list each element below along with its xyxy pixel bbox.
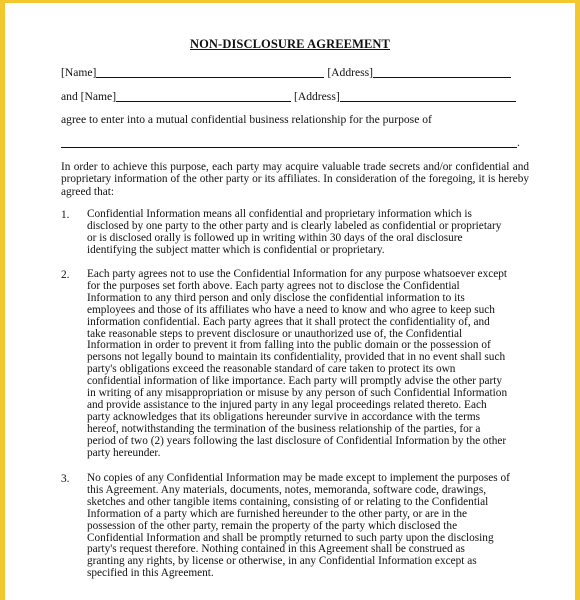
clause-1-text [87,209,537,257]
clause-line: party's request therefore. Nothing contained in this Agreement shall be construed as [87,543,465,556]
clause-line: Each party agrees not to use the Confidential Information for any purpose whatsoever except [87,268,508,280]
clause-line: party hereunder. [87,446,161,459]
clause-line: identifying the subject matter which is confidential or proprietary. [87,243,385,256]
clause-line: granting any rights, by license or otherwise, in any Confidential Information except as [87,555,477,568]
party2-prefix: and [61,90,78,103]
party2-address-blank[interactable] [340,89,516,102]
clause-line: specified in this Agreement. [87,567,214,580]
clause-line: Information of a party which are furnished hereunder to the other party, or are in the [87,507,468,520]
clause-line: or is disclosed orally is followed up in writing within 30 days of the oral disclosure [87,231,463,244]
clause-3-text [87,473,537,580]
clause-line: sketches and other tangible items containing, consisting of or relating to the Confidential [87,495,489,508]
purpose-blank[interactable] [61,135,517,148]
document-title: NON-DISCLOSURE AGREEMENT [189,37,390,51]
clause-line: information confidential. Each party agrees that it shall protect the confidentiality of, and [87,315,490,328]
clause-line: for the purposes set forth above. Each party agrees not to disclose the Confidential [87,279,460,292]
clause-line: employees and those of its affiliates who have a need to know and who agree to keep such [87,303,495,316]
party1-address-label: [Address] [327,66,374,79]
clause-line: party's obligations exceed the reasonable standard of care taken to protect its own [87,363,456,376]
purpose-end: . [517,136,520,149]
party2-name-label: [Name] [80,90,117,103]
purpose-blank-line [61,135,520,149]
clause-line: and provide assistance to the injured party in any legal proceedings related thereto. Each [87,398,487,411]
clause-line: disclosed by one party to the other party and is clearly labeled as confidential or proprietary [87,219,502,232]
party2-name-blank[interactable] [116,89,291,102]
intro-paragraph: In order to achieve this purpose, each party may acquire valuable trade secrets and/or confidential and proprietary information of the other party or its affiliates. In consideration of the foregoing, it is hereby agreed that: [61,161,529,198]
clause-line: Confidential Information and shall be promptly returned to such party upon the disclosing [87,531,494,544]
clause-line: Information in order to prevent it from falling into the public domain or the possession of [87,339,491,352]
clause-line: confidential information of like importance. Each party will promptly advise the other party [87,375,503,388]
clause-line: party acknowledges that its obligations hereunder survive in accordance with the terms [87,410,481,423]
purpose-line: agree to enter into a mutual confidential business relationship for the purpose of [61,113,432,126]
clause-line: No copies of any Confidential Information may be made except to implement the purposes of [87,472,510,484]
clause-line: Information to any third person and only disclose the confidential information to its [87,291,465,304]
party2-line [61,89,516,103]
clause-line: persons not legally bound to maintain its confidentiality, provided that in no event shall such [87,351,506,364]
clause-line: hereof, notwithstanding the termination of the business relationship of the parties, for a [87,422,481,435]
party1-name-blank[interactable] [96,65,324,78]
party1-address-blank[interactable] [373,65,511,78]
clause-line: this Agreement. Any materials, documents, notes, memoranda, software code, drawings, [87,483,487,496]
clause-line: take reasonable steps to prevent disclosure or unauthorized use of, the Confidential [87,327,463,340]
clause-line: period of two (2) years following the last disclosure of Confidential Information by the other [87,434,507,447]
clause-number: 1. [61,209,70,221]
party1-line [61,65,511,79]
clause-line: possession of the other party, remain the property of the party which disclosed the [87,519,458,532]
clause-number: 2. [61,269,70,281]
clause-line: Confidential Information means all confidential and proprietary information which is [87,208,472,220]
party2-address-label: [Address] [293,90,340,103]
clause-2-text [87,269,537,460]
party1-name-label: [Name] [61,66,97,79]
clause-line: in writing of any misappropriation or misuse by any person of such Confidential Information [87,387,508,400]
clause-number: 3. [61,473,70,485]
